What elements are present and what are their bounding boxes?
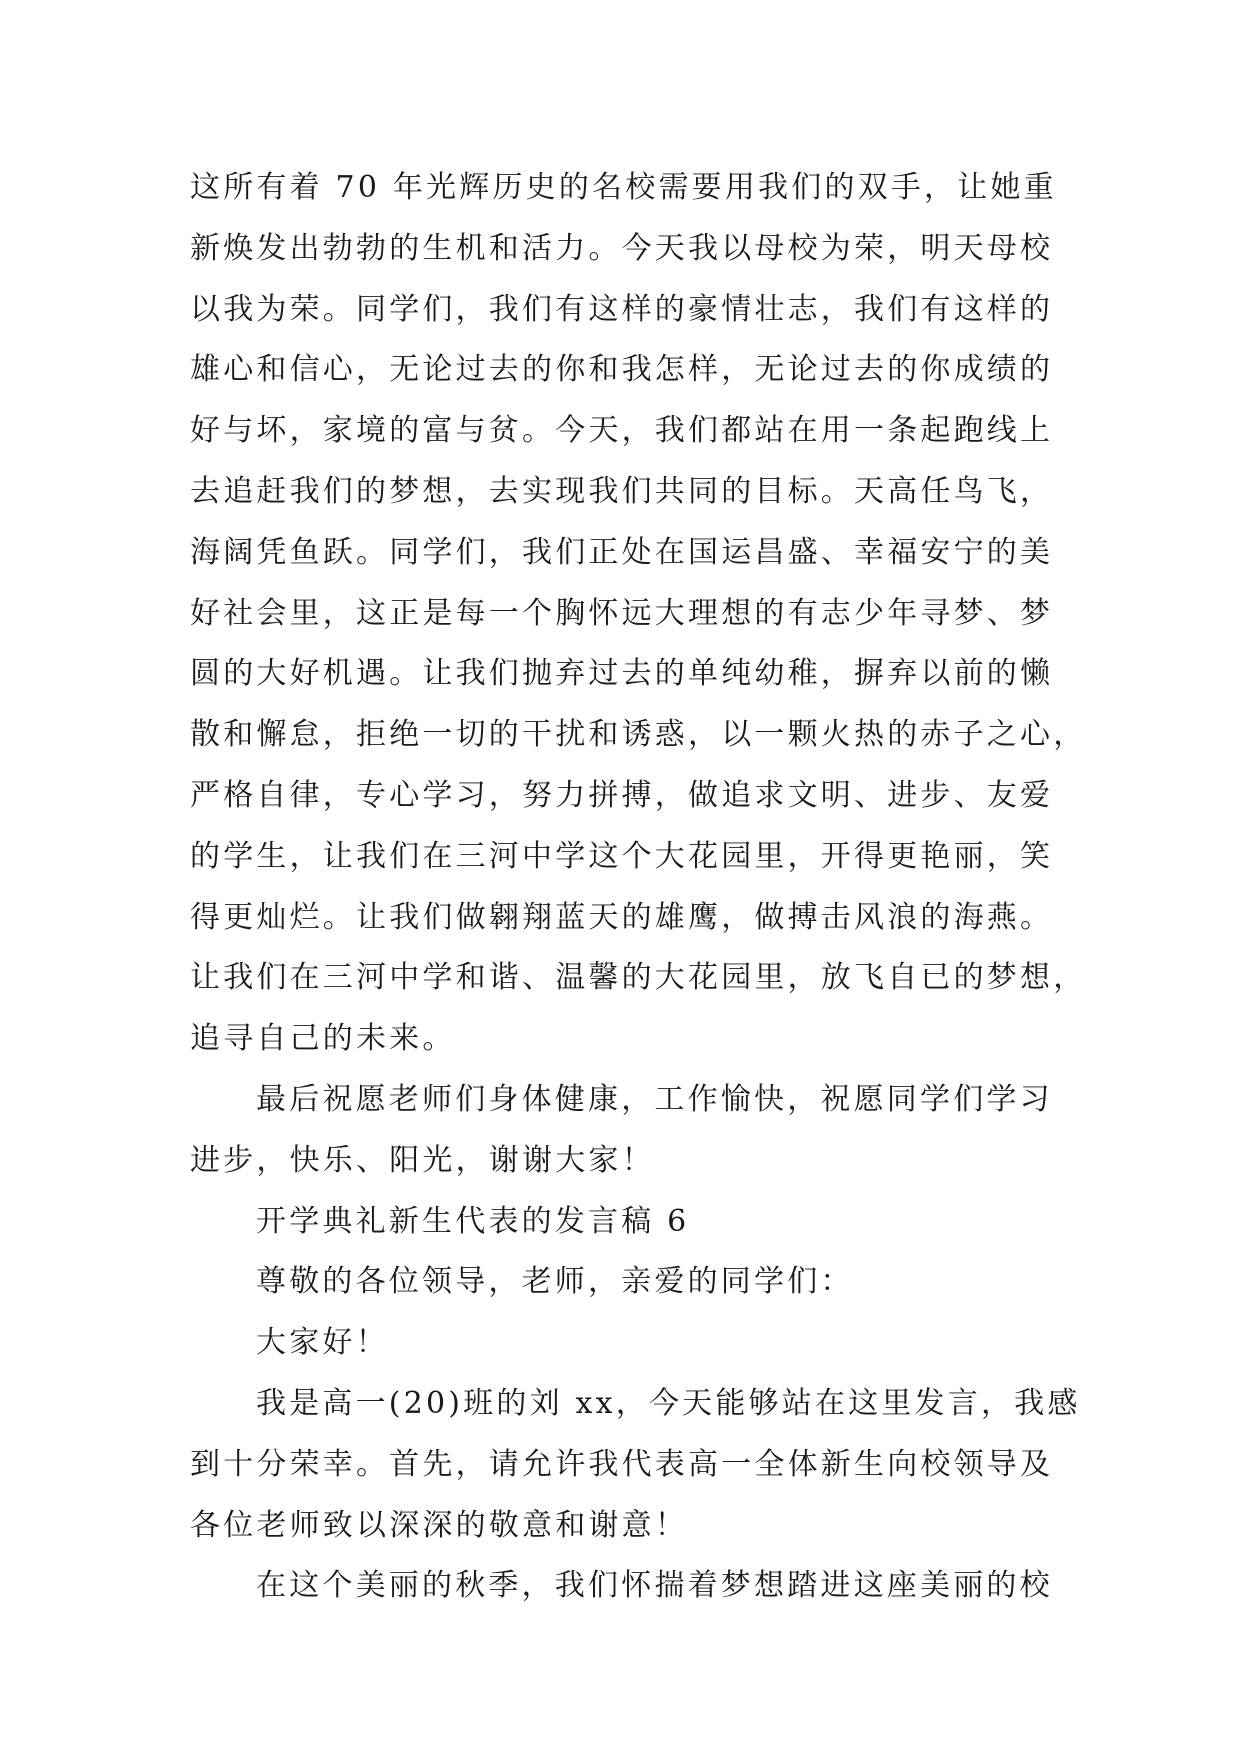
text-line: 到十分荣幸。首先，请允许我代表高一全体新生向校领导及 — [190, 1446, 1054, 1482]
text-line: 的学生，让我们在三河中学这个大花园里，开得更艳丽，笑 — [190, 838, 1054, 874]
text-line: 各位老师致以深深的敬意和谢意！ — [190, 1507, 688, 1543]
text-line: 在这个美丽的秋季，我们怀揣着梦想踏进这座美丽的校 — [256, 1568, 1053, 1604]
text-line: 新焕发出勃勃的生机和活力。今天我以母校为荣，明天母校 — [190, 230, 1054, 266]
salutation: 尊敬的各位领导，老师，亲爱的同学们： — [256, 1264, 854, 1300]
text-line: 散和懈怠，拒绝一切的干扰和诱惑，以一颗火热的赤子之心， — [190, 717, 1087, 753]
text-line: 好与坏，家境的富与贫。今天，我们都站在用一条起跑线上 — [190, 413, 1054, 449]
text-line: 进步，快乐、阳光，谢谢大家！ — [190, 1142, 655, 1178]
text-line: 以我为荣。同学们，我们有这样的豪情壮志，我们有这样的 — [190, 291, 1054, 327]
section-heading: 开学典礼新生代表的发言稿 6 — [256, 1203, 690, 1239]
text-line: 让我们在三河中学和谐、温馨的大花园里，放飞自已的梦想， — [190, 960, 1087, 996]
text-line: 这所有着 70 年光辉历史的名校需要用我们的双手，让她重 — [190, 170, 1057, 205]
text-line: 得更灿烂。让我们做翱翔蓝天的雄鹰，做搏击风浪的海燕。 — [190, 899, 1054, 935]
text-line: 好社会里，这正是每一个胸怀远大理想的有志少年寻梦、梦 — [190, 595, 1054, 631]
text-line: 我是高一(20)班的刘 xx，今天能够站在这里发言，我感 — [256, 1385, 1081, 1421]
document-body — [190, 158, 1087, 1617]
text-line: 圆的大好机遇。让我们抛弃过去的单纯幼稚，摒弃以前的懒 — [190, 656, 1054, 692]
text-line: 雄心和信心，无论过去的你和我怎样，无论过去的你成绩的 — [190, 352, 1054, 388]
text-line: 严格自律，专心学习，努力拼搏，做追求文明、进步、友爱 — [190, 777, 1054, 813]
text-line: 去追赶我们的梦想，去实现我们共同的目标。天高任鸟飞， — [190, 473, 1054, 509]
text-line: 海阔凭鱼跃。同学们，我们正处在国运昌盛、幸福安宁的美 — [190, 534, 1054, 570]
greeting: 大家好！ — [256, 1325, 389, 1361]
text-line: 追寻自己的未来。 — [190, 1021, 456, 1057]
text-line: 最后祝愿老师们身体健康，工作愉快，祝愿同学们学习 — [256, 1081, 1053, 1117]
